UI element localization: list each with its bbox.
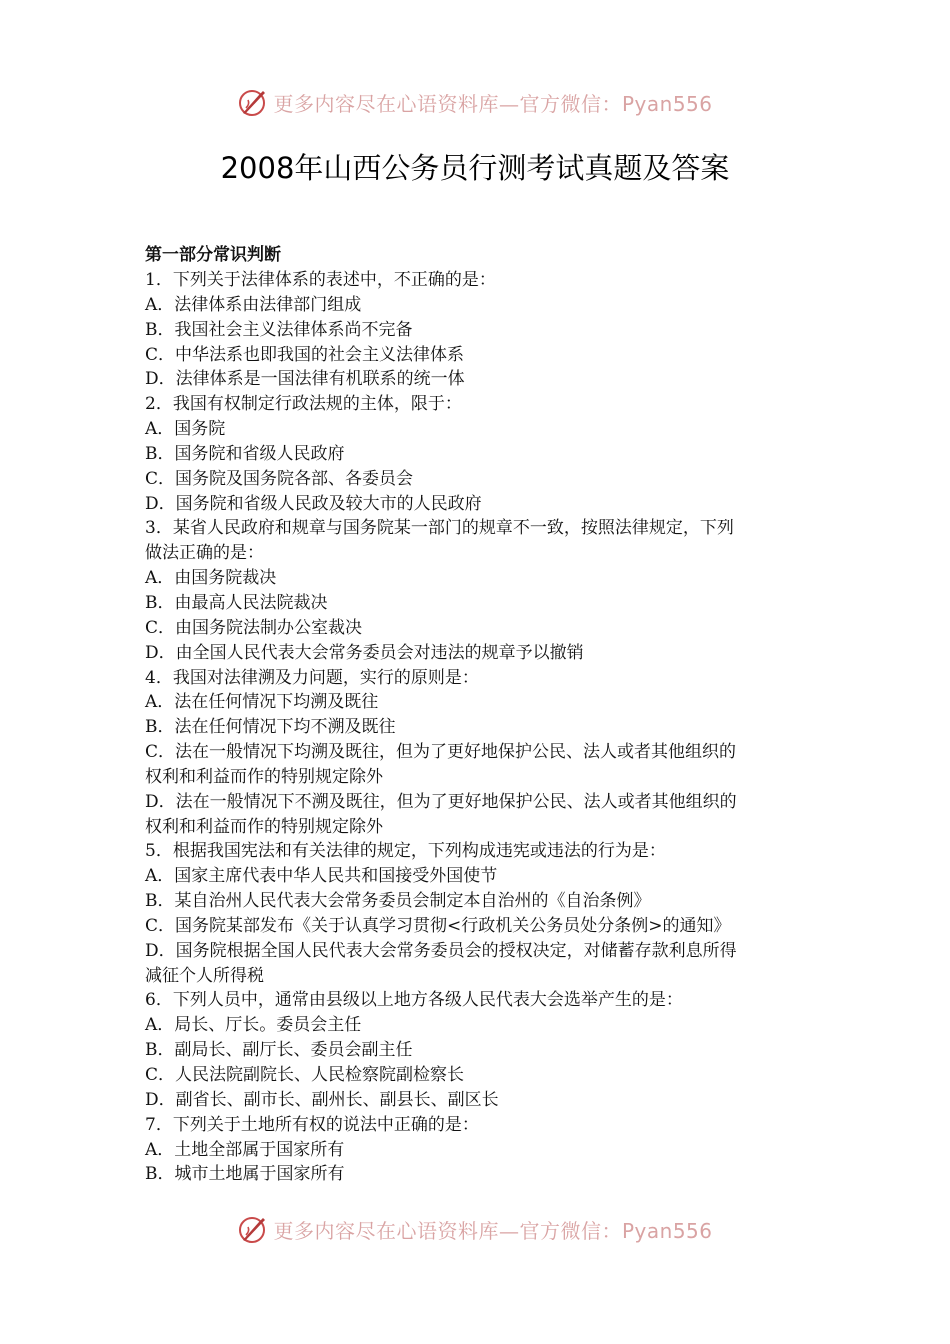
footer-banner [0,1209,950,1249]
header-banner [0,82,950,122]
text-line: C．中华法系也即我国的社会主义法律体系 [145,344,465,365]
text-line: D．法在一般情况下不溯及既往，但为了更好地保护公民、法人或者其他组织的 [145,791,737,812]
text-line: B．副局长、副厅长、委员会副主任 [145,1040,413,1061]
pen-circle-icon [237,86,269,118]
text-line: B．由最高人民法院裁决 [145,592,328,613]
text-line: B．城市土地属于国家所有 [145,1164,345,1185]
text-line: B．某自治州人民代表大会常务委员会制定本自治州的《自治条例》 [145,891,651,912]
text-line: 7．下列关于土地所有权的说法中正确的是： [145,1114,479,1135]
text-line: A．土地全部属于国家所有 [145,1139,345,1160]
text-line: A．局长、厅长。委员会主任 [145,1015,362,1036]
banner-text: 更多内容尽在心语资料库—官方微信：Pyan556 [273,91,713,116]
page-title: 2008年山西公务员行测考试真题及答案 [220,151,730,185]
text-line: A．法在任何情况下均溯及既往 [145,692,379,713]
text-line: B．法在任何情况下均不溯及既往 [145,717,396,738]
text-line: 5．根据我国宪法和有关法律的规定，下列构成违宪或违法的行为是： [145,841,666,862]
text-line: D．由全国人民代表大会常务委员会对违法的规章予以撤销 [145,642,584,663]
text-line: D．国务院根据全国人民代表大会常务委员会的授权决定，对储蓄存款利息所得 [145,940,737,961]
banner-text: 更多内容尽在心语资料库—官方微信：Pyan556 [273,1218,713,1243]
text-line: B．我国社会主义法律体系尚不完备 [145,319,413,340]
text-line: C．法在一般情况下均溯及既往，但为了更好地保护公民、法人或者其他组织的 [145,742,737,763]
text-line: A．国务院 [145,419,226,440]
text-line: 权利和利益而作的特别规定除外 [145,816,383,837]
text-line: C．人民法院副院长、人民检察院副检察长 [145,1065,465,1085]
question-list [145,268,815,1187]
text-line: D．国务院和省级人民政及较大市的人民政府 [145,493,482,514]
text-line: 6．下列人员中，通常由县级以上地方各级人民代表大会选举产生的是： [145,990,683,1011]
text-line: C．国务院及国务院各部、各委员会 [145,468,414,489]
text-line: 权利和利益而作的特别规定除外 [145,766,383,787]
text-line: B．国务院和省级人民政府 [145,443,345,464]
text-line: 减征个人所得税 [145,965,264,986]
text-line: A．国家主席代表中华人民共和国接受外国使节 [145,866,498,887]
text-line: 2．我国有权制定行政法规的主体，限于： [145,394,462,415]
text-line: A．由国务院裁决 [145,568,277,589]
text-line: D．法律体系是一国法律有机联系的统一体 [145,369,465,390]
section-heading: 第一部分常识判断 [145,245,281,265]
text-line: 1．下列关于法律体系的表述中，不正确的是： [145,270,496,290]
text-line: 4．我国对法律溯及力问题，实行的原则是： [145,667,479,688]
text-line: D．副省长、副市长、副州长、副县长、副区长 [145,1089,499,1110]
text-line: A．法律体系由法律部门组成 [145,294,362,315]
text-line: 做法正确的是： [145,543,264,564]
text-line: C．由国务院法制办公室裁决 [145,617,363,638]
document-body [145,243,815,1187]
text-line: 3．某省人民政府和规章与国务院某一部门的规章不一致，按照法律规定，下列 [145,518,734,539]
text-line: C．国务院某部发布《关于认真学习贯彻<行政机关公务员处分条例>的通知》 [145,915,731,936]
pen-circle-icon [237,1213,269,1245]
